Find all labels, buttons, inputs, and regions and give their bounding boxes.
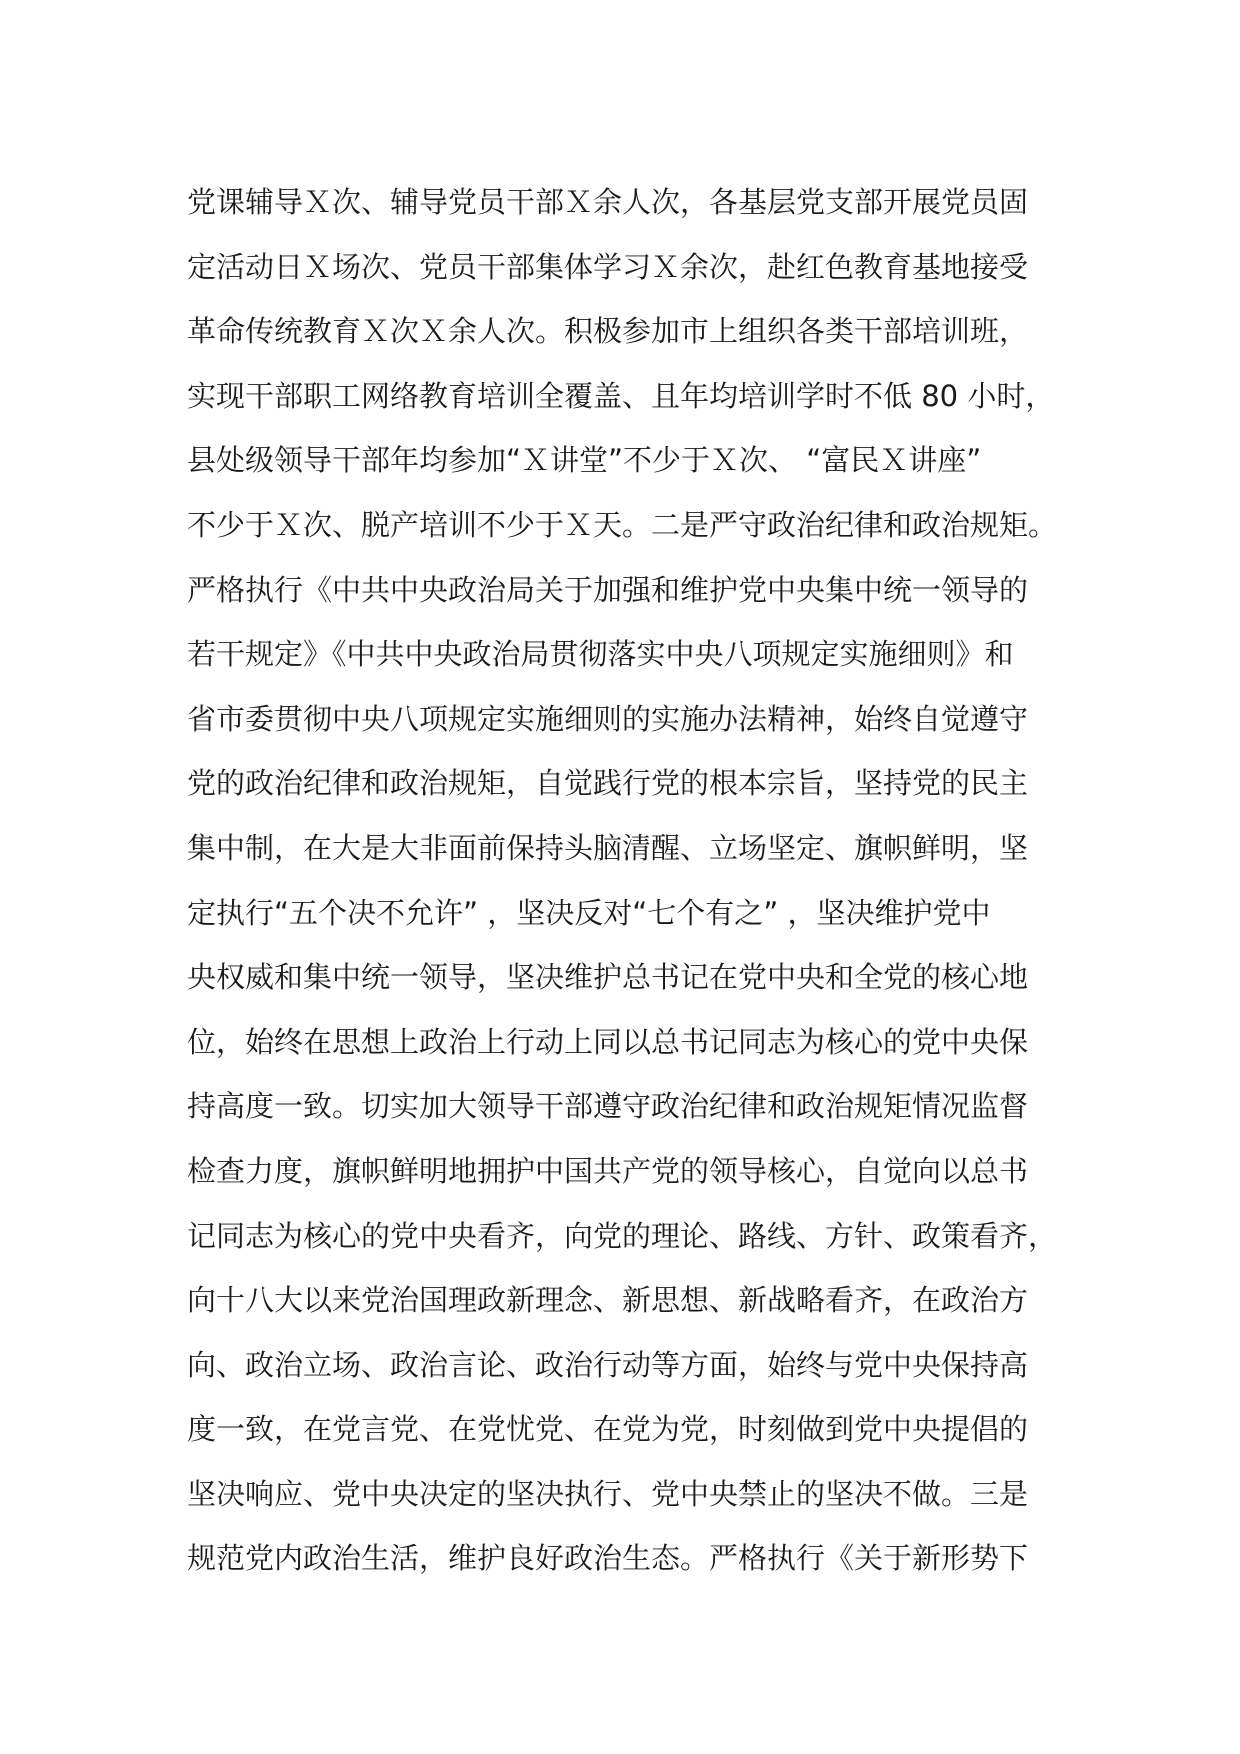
text-line: 实现干部职工网络教育培训全覆盖、且年均培训学时不低 80 小时， [187,378,1055,413]
text-line: 若干规定》《中共中央政治局贯彻落实中央八项规定实施细则》和 [187,637,1014,672]
text-line: 央权威和集中统一领导，坚决维护总书记在党中央和全党的核心地 [187,960,1029,995]
text-line: 度一致，在党言党、在党忧党、在党为党，时刻做到党中央提倡的 [187,1412,1029,1447]
text-line: 定活动日Ｘ场次、党员干部集体学习Ｘ余次，赴红色教育基地接受 [187,249,1029,284]
text-line: 坚决响应、党中央决定的坚决执行、党中央禁止的坚决不做。三是 [187,1476,1029,1511]
text-line: 党课辅导Ｘ次、辅导党员干部Ｘ余人次，各基层党支部开展党员固 [187,185,1029,219]
text-line: 位，始终在思想上政治上行动上同以总书记同志为核心的党中央保 [187,1024,1029,1059]
text-line: 县处级领导干部年均参加“Ｘ讲堂”不少于Ｘ次、 “富民Ｘ讲座” [187,443,982,478]
text-line: 集中制，在大是大非面前保持头脑清醒、立场坚定、旗帜鲜明，坚 [187,830,1029,865]
text-line: 严格执行《中共中央政治局关于加强和维护党中央集中统一领导的 [187,572,1029,607]
text-line: 党的政治纪律和政治规矩，自觉践行党的根本宗旨，坚持党的民主 [187,766,1029,801]
text-line: 定执行“五个决不允许” ，坚决反对“七个有之” ，坚决维护党中 [187,895,991,930]
text-line: 记同志为核心的党中央看齐，向党的理论、路线、方针、政策看齐， [187,1218,1058,1253]
body-text [187,170,1067,1591]
text-line: 革命传统教育Ｘ次Ｘ余人次。积极参加市上组织各类干部培训班， [187,314,1029,349]
text-line: 检查力度，旗帜鲜明地拥护中国共产党的领导核心，自觉向以总书 [187,1153,1029,1188]
text-line: 不少于Ｘ次、脱产培训不少于Ｘ天。二是严守政治纪律和政治规矩。 [187,507,1058,542]
text-line: 规范党内政治生活，维护良好政治生态。严格执行《关于新形势下 [187,1541,1029,1576]
text-line: 向、政治立场、政治言论、政治行动等方面，始终与党中央保持高 [187,1347,1029,1382]
text-line: 省市委贯彻中央八项规定实施细则的实施办法精神，始终自觉遵守 [187,701,1029,736]
text-line: 向十八大以来党治国理政新理念、新思想、新战略看齐，在政治方 [187,1283,1029,1318]
text-line: 持高度一致。切实加大领导干部遵守政治纪律和政治规矩情况监督 [187,1089,1029,1124]
